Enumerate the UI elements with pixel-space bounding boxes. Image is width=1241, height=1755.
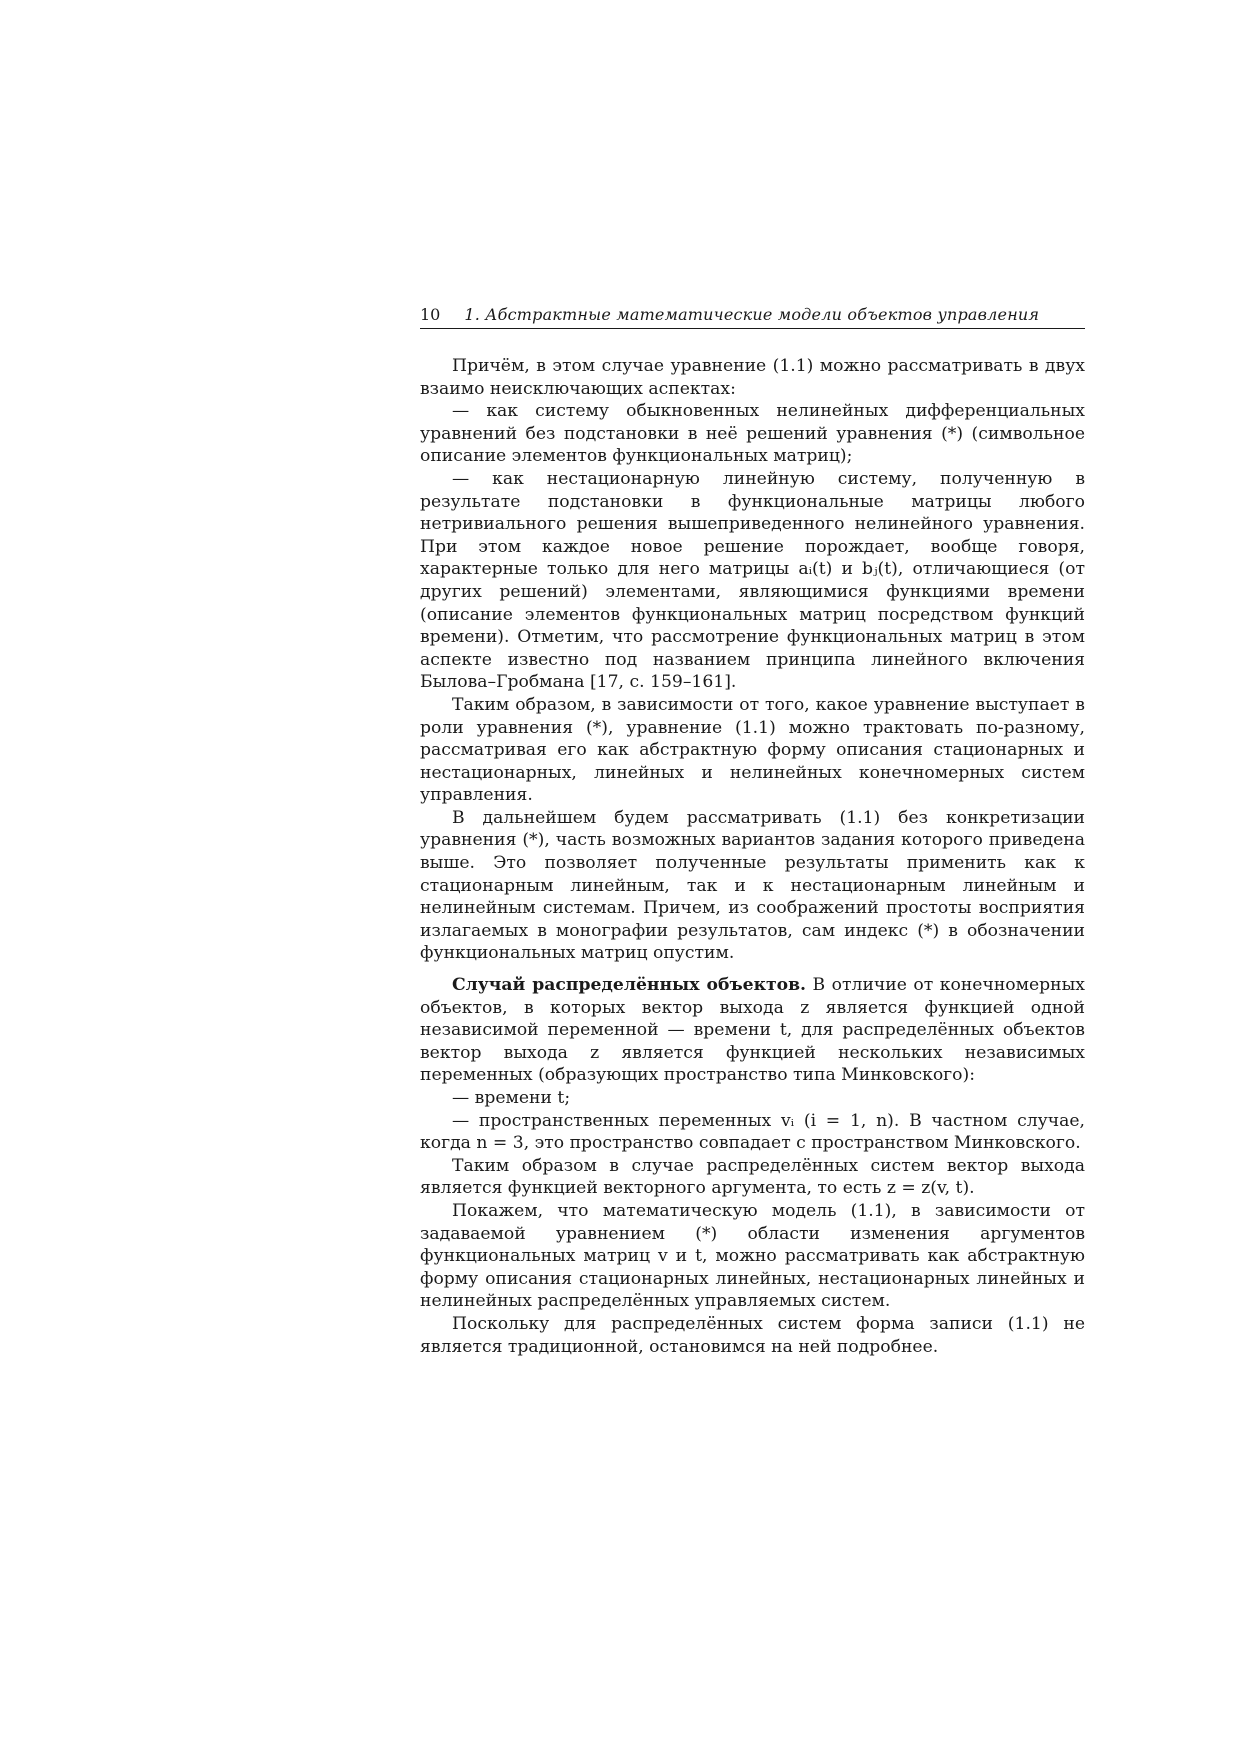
paragraph: — пространственных переменных vᵢ (i = 1, n). В частном случае, когда n = 3, это пространство совпадает с пространством Минковского. bbox=[420, 1110, 1085, 1154]
section-lead: Случай распределённых объектов. bbox=[452, 975, 807, 996]
paragraph: — как систему обыкновенных нелинейных дифференциальных уравнений без подстановки в неё решений уравнения (*) (символьное описание элементов функциональных матриц); bbox=[420, 401, 1085, 467]
paragraph: Таким образом в случае распределённых систем вектор выхода является функцией векторного аргумента, то есть z = z(v, t). bbox=[420, 1155, 1085, 1199]
paragraph: В дальнейшем будем рассматривать (1.1) без конкретизации уравнения (*), часть возможных вариантов задания которого приведена выше. Это позволяет полученные результаты применить как к стационарным линейным, так и к нестационарным линейным и нелинейным системам. Причем, из соображений простоты восприятия излагаемых в монографии результатов, сам индекс (*) в обозначении функциональных матриц опустим. bbox=[420, 807, 1085, 964]
paragraph: Причём, в этом случае уравнение (1.1) можно рассматривать в двух взаимо неисключающих аспектах: bbox=[420, 356, 1085, 399]
section-paragraph bbox=[420, 974, 1085, 1087]
paragraph: Покажем, что математическую модель (1.1), в зависимости от задаваемой уравнением (*) области изменения аргументов функциональных матриц v и t, можно рассматривать как абстрактную форму описания стационарных линейных, нестационарных линейных и нелинейных распределённых управляемых систем. bbox=[420, 1200, 1085, 1312]
paragraph: — времени t; bbox=[452, 1088, 571, 1108]
paragraph: Таким образом, в зависимости от того, какое уравнение выступает в роли уравнения (*), уравнение (1.1) можно трактовать по-разному, рассматривая его как абстрактную форму описания стационарных и нестационарных, линейных и нелинейных конечномерных систем управления. bbox=[420, 694, 1085, 806]
body-text bbox=[420, 355, 1085, 1358]
page-number: 10 bbox=[420, 305, 441, 324]
section-text: В отличие от конечномерных объектов, в которых вектор выхода z является функцией одной независимой переменной — времени t, для распределённых объектов вектор выхода z является функцией нескольких независимых переменных (образующих пространство типа Минковского): bbox=[420, 975, 1085, 1086]
paragraph: — как нестационарную линейную систему, полученную в результате подстановки в функциональные матрицы любого нетривиального решения вышеприведенного нелинейного уравнения. При этом каждое новое решение порождает, вообще говоря, характерные только для него матрицы aᵢ(t) и bⱼ(t), отличающиеся (от других решений) элементами, являющимися функциями времени (описание элементов функциональных матриц посредством функций времени). Отметим, что рассмотрение функциональных матриц в этом аспекте известно под названием принципа линейного включения Былова–Гробмана [17, с. 159–161]. bbox=[420, 468, 1085, 693]
chapter-title: 1. Абстрактные математические модели объектов управления bbox=[464, 305, 1040, 324]
running-header bbox=[420, 305, 1085, 329]
document-page bbox=[420, 305, 1085, 1358]
paragraph: Поскольку для распределённых систем форма записи (1.1) не является традиционной, остановимся на ней подробнее. bbox=[420, 1313, 1085, 1357]
